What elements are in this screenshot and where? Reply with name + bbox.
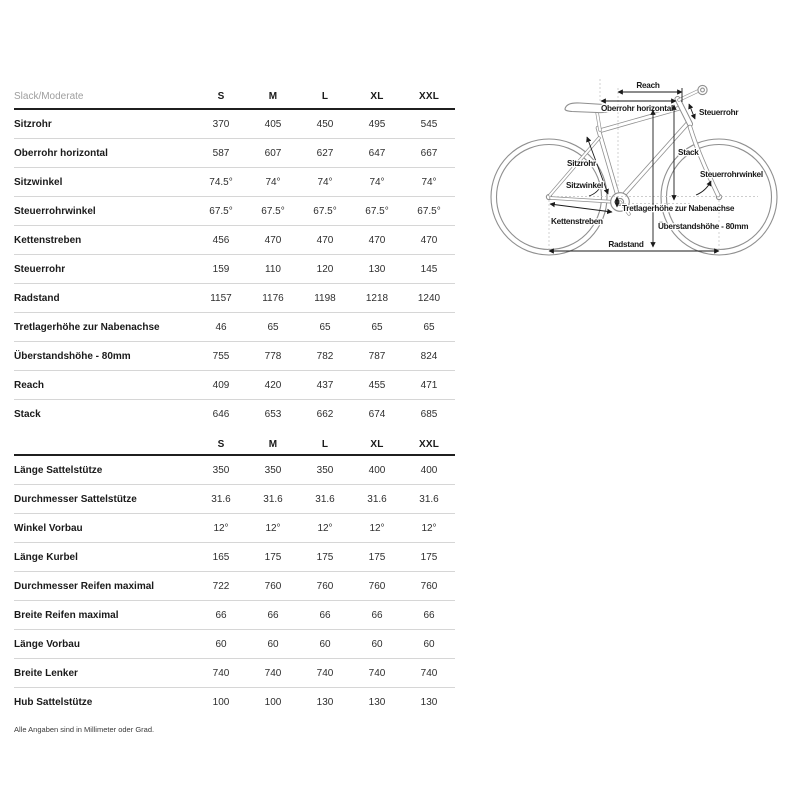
spec-cell: 165 — [212, 551, 230, 563]
spec-row-label: Steuerrohrwinkel — [14, 205, 96, 217]
spec-row — [14, 601, 455, 630]
units-footnote: Alle Angaben sind in Millimeter oder Grad. — [14, 725, 155, 734]
size-column-header-s: S — [217, 91, 225, 102]
spec-cell: 46 — [215, 321, 227, 333]
spec-row — [14, 514, 455, 543]
spec-cell: 471 — [420, 379, 438, 391]
spec-cell: 175 — [264, 551, 282, 563]
geometry-table-components — [14, 434, 455, 716]
spec-row — [14, 456, 455, 485]
spec-cell: 31.6 — [315, 493, 335, 505]
spec-row-label: Breite Reifen maximal — [14, 609, 119, 621]
spec-cell: 740 — [420, 667, 438, 679]
spec-cell: 400 — [368, 464, 386, 476]
spec-cell: 67.5° — [313, 205, 337, 217]
size-column-header-s: S — [217, 438, 225, 450]
spec-row — [14, 688, 455, 716]
spec-cell: 782 — [316, 350, 334, 362]
spec-cell: 175 — [316, 551, 334, 563]
spec-cell: 740 — [264, 667, 282, 679]
spec-cell: 67.5° — [209, 205, 233, 217]
spec-cell: 370 — [212, 118, 230, 130]
size-column-header-m: M — [268, 438, 278, 450]
spec-cell: 740 — [212, 667, 230, 679]
spec-cell: 65 — [319, 321, 331, 333]
spec-row — [14, 400, 455, 428]
tretlagerhoehe-label: Tretlagerhöhe zur Nabenachse — [622, 204, 735, 213]
size-column-header-xl: XL — [370, 91, 384, 102]
spec-cell: 437 — [316, 379, 334, 391]
spec-cell: 74° — [317, 176, 333, 188]
spec-cell: 1157 — [210, 292, 232, 304]
spec-cell: 130 — [316, 696, 334, 708]
spec-cell: 350 — [264, 464, 282, 476]
spec-cell: 130 — [420, 696, 438, 708]
reach-dimension — [618, 81, 682, 102]
spec-cell: 760 — [368, 580, 386, 592]
spec-cell: 627 — [316, 147, 334, 159]
spec-cell: 60 — [371, 638, 383, 650]
spec-row-label: Überstandshöhe - 80mm — [14, 350, 131, 362]
spec-row — [14, 572, 455, 601]
spec-cell: 455 — [368, 379, 386, 391]
spec-cell: 778 — [264, 350, 282, 362]
oberrohr-label: Oberrohr horizontal — [600, 104, 674, 113]
sitzwinkel-dimension — [566, 181, 603, 196]
bike-geometry-diagram — [480, 60, 800, 280]
spec-cell: 1240 — [417, 292, 441, 304]
spec-cell: 60 — [215, 638, 227, 650]
spec-cell: 145 — [420, 263, 438, 275]
spec-cell: 470 — [420, 234, 438, 246]
steuerrohr-label: Steuerrohr — [699, 108, 739, 117]
spec-cell: 31.6 — [419, 493, 439, 505]
spec-cell: 130 — [368, 263, 386, 275]
spec-cell: 65 — [423, 321, 435, 333]
geometry-spec-table — [14, 85, 455, 734]
spec-cell: 60 — [267, 638, 279, 650]
spec-cell: 12° — [265, 522, 281, 534]
spec-cell: 587 — [212, 147, 230, 159]
spec-row — [14, 630, 455, 659]
spec-cell: 667 — [420, 147, 438, 159]
spec-cell: 66 — [267, 609, 279, 621]
spec-row-label: Oberrohr horizontal — [14, 147, 108, 159]
spec-cell: 824 — [420, 350, 438, 362]
spec-row-label: Hub Sattelstütze — [14, 696, 93, 708]
spec-cell: 74° — [265, 176, 281, 188]
spec-cell: 74° — [369, 176, 385, 188]
spec-row-label: Länge Vorbau — [14, 638, 80, 650]
oberrohr-dimension — [601, 101, 676, 113]
spec-row-label: Durchmesser Sattelstütze — [14, 493, 137, 505]
spec-cell: 647 — [368, 147, 386, 159]
spec-cell: 66 — [215, 609, 227, 621]
spec-row-label: Winkel Vorbau — [14, 522, 83, 534]
spec-row-label: Steuerrohr — [14, 263, 66, 275]
spec-cell: 67.5° — [365, 205, 389, 217]
spec-cell: 100 — [212, 696, 230, 708]
spec-row — [14, 139, 455, 168]
spec-cell: 607 — [264, 147, 282, 159]
stack-label: Stack — [678, 148, 699, 157]
spec-cell: 409 — [212, 379, 230, 391]
spec-cell: 1198 — [314, 292, 336, 304]
spec-row-label: Sitzrohr — [14, 118, 52, 130]
spec-row — [14, 226, 455, 255]
spec-row-label: Stack — [14, 408, 41, 420]
spec-cell: 110 — [265, 263, 281, 275]
spec-row — [14, 168, 455, 197]
size-column-header-l: L — [321, 438, 329, 450]
spec-cell: 1218 — [365, 292, 389, 304]
spec-cell: 674 — [368, 408, 386, 420]
size-column-header-xxl: XXL — [418, 438, 440, 450]
spec-cell: 74° — [421, 176, 437, 188]
spec-row — [14, 342, 455, 371]
spec-row-label: Kettenstreben — [14, 234, 82, 246]
sitzwinkel-label: Sitzwinkel — [566, 181, 604, 190]
spec-cell: 67.5° — [417, 205, 441, 217]
spec-cell: 65 — [267, 321, 279, 333]
spec-cell: 350 — [212, 464, 230, 476]
radstand-label: Radstand — [608, 240, 644, 249]
table-header-row — [14, 85, 455, 110]
size-column-header-xxl: XXL — [418, 91, 440, 102]
spec-cell: 470 — [264, 234, 282, 246]
spec-row — [14, 543, 455, 572]
size-column-header-l: L — [321, 91, 329, 102]
spec-cell: 646 — [212, 408, 230, 420]
spec-cell: 740 — [368, 667, 386, 679]
spec-row-label: Länge Sattelstütze — [14, 464, 103, 476]
spec-cell: 495 — [368, 118, 386, 130]
geometry-mode-label: Slack/Moderate — [14, 91, 84, 102]
spec-cell: 662 — [316, 408, 334, 420]
spec-cell: 60 — [319, 638, 331, 650]
kettenstreben-dimension — [550, 204, 612, 226]
spec-cell: 12° — [421, 522, 437, 534]
head-tube — [678, 99, 691, 124]
spec-cell: 12° — [317, 522, 333, 534]
spec-cell: 60 — [423, 638, 435, 650]
spec-cell: 74.5° — [209, 176, 233, 188]
spec-cell: 760 — [316, 580, 334, 592]
spec-row-label: Tretlagerhöhe zur Nabenachse — [14, 321, 160, 333]
spec-row-label: Reach — [14, 379, 45, 391]
spec-row-label: Radstand — [14, 292, 60, 304]
steuerrohr-dimension — [689, 104, 739, 119]
spec-cell: 450 — [316, 118, 334, 130]
reach-label: Reach — [636, 81, 660, 90]
spec-cell: 405 — [264, 118, 282, 130]
spec-cell: 760 — [264, 580, 282, 592]
spec-cell: 685 — [420, 408, 438, 420]
spec-row — [14, 485, 455, 514]
spec-row-label: Sitzwinkel — [14, 176, 63, 188]
spec-cell: 130 — [368, 696, 386, 708]
spec-row-label: Länge Kurbel — [14, 551, 78, 563]
spec-row — [14, 371, 455, 400]
spec-cell: 653 — [264, 408, 282, 420]
spec-cell: 120 — [316, 263, 334, 275]
spec-cell: 787 — [368, 350, 386, 362]
spec-cell: 755 — [212, 350, 230, 362]
spec-cell: 12° — [369, 522, 385, 534]
spec-cell: 65 — [371, 321, 383, 333]
spec-cell: 740 — [316, 667, 334, 679]
spec-row-label: Durchmesser Reifen maximal — [14, 580, 155, 592]
spec-row — [14, 313, 455, 342]
steuerrohrwinkel-dimension — [696, 170, 763, 195]
spec-cell: 470 — [316, 234, 334, 246]
spec-cell: 545 — [420, 118, 438, 130]
spec-row — [14, 197, 455, 226]
spec-row-label: Breite Lenker — [14, 667, 78, 679]
spec-cell: 722 — [212, 580, 230, 592]
spec-cell: 66 — [319, 609, 331, 621]
spec-cell: 1176 — [262, 292, 284, 304]
spec-cell: 66 — [423, 609, 435, 621]
steuerrohrwinkel-label: Steuerrohrwinkel — [700, 170, 763, 179]
spec-cell: 12° — [213, 522, 229, 534]
spec-cell: 470 — [368, 234, 386, 246]
fork — [690, 127, 718, 195]
table-header-row — [14, 434, 455, 456]
spec-cell: 159 — [212, 263, 230, 275]
spec-row — [14, 110, 455, 139]
spec-cell: 175 — [368, 551, 386, 563]
spec-cell: 31.6 — [263, 493, 283, 505]
ueberstandshoehe-label: Überstandshöhe - 80mm — [658, 222, 749, 231]
spec-cell: 456 — [212, 234, 230, 246]
handlebar-grip — [698, 85, 707, 94]
spec-cell: 66 — [371, 609, 383, 621]
geometry-table-frame — [14, 85, 455, 428]
spec-cell: 175 — [420, 551, 438, 563]
spec-cell: 100 — [264, 696, 282, 708]
spec-cell: 67.5° — [261, 205, 285, 217]
spec-cell: 31.6 — [367, 493, 387, 505]
spec-row — [14, 284, 455, 313]
spec-cell: 760 — [420, 580, 438, 592]
spec-cell: 350 — [316, 464, 334, 476]
size-column-header-xl: XL — [370, 438, 384, 450]
kettenstreben-label: Kettenstreben — [551, 217, 603, 226]
spec-cell: 420 — [264, 379, 282, 391]
spec-row — [14, 659, 455, 688]
sitzrohr-label: Sitzrohr — [567, 159, 596, 168]
size-column-header-m: M — [268, 91, 278, 102]
spec-row — [14, 255, 455, 284]
spec-cell: 400 — [420, 464, 438, 476]
spec-cell: 31.6 — [211, 493, 231, 505]
